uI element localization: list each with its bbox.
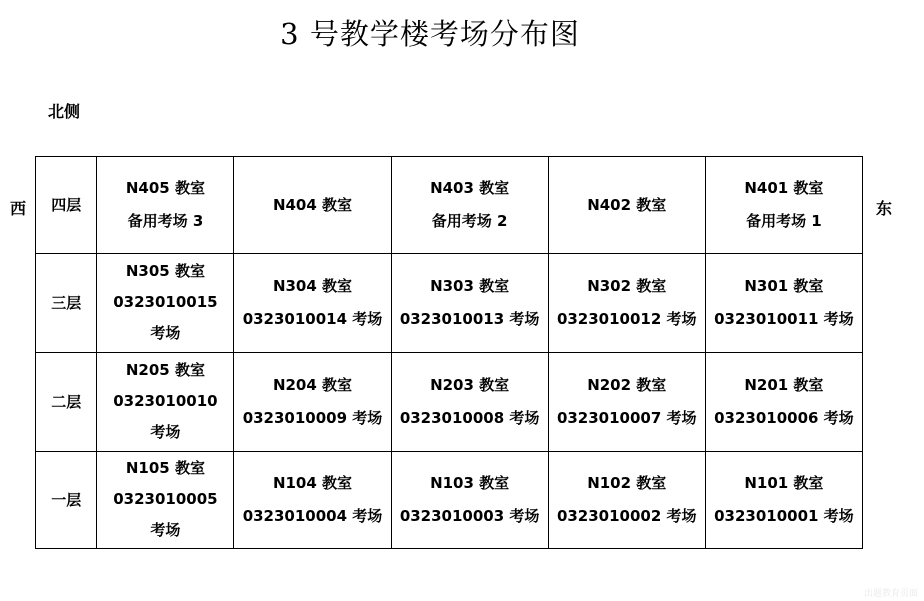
- room-cell: [391, 254, 548, 353]
- room-name: N302 教室: [587, 277, 667, 295]
- exam-site-label: 0323010014 考场: [242, 310, 383, 328]
- table-row: [36, 452, 863, 549]
- room-cell: [234, 254, 391, 353]
- room-cell: [234, 157, 391, 254]
- exam-site-label: 0323010013 考场: [399, 310, 540, 328]
- room-name: N303 教室: [430, 277, 510, 295]
- floor-label: 三层: [36, 254, 97, 353]
- room-cell-text: [105, 256, 225, 349]
- room-name: N203 教室: [430, 376, 510, 394]
- room-cell: [391, 157, 548, 254]
- table-row: [36, 157, 863, 254]
- exam-site-label: 0323010006 考场: [714, 409, 854, 427]
- room-name: N101 教室: [744, 474, 824, 492]
- room-cell: [705, 254, 862, 353]
- room-cell: [548, 157, 705, 254]
- table-row: [36, 254, 863, 353]
- exam-site-label: 0323010001 考场: [714, 507, 854, 525]
- room-cell: [705, 157, 862, 254]
- room-cell: [391, 452, 548, 549]
- floor-label: 一层: [36, 452, 97, 549]
- room-name: N103 教室: [430, 474, 510, 492]
- room-name: N304 教室: [272, 277, 353, 295]
- room-cell: [234, 452, 391, 549]
- east-direction-label: 东: [876, 199, 893, 218]
- exam-site-label: 0323010007 考场: [556, 409, 697, 427]
- exam-site-label: 0323010011 考场: [714, 310, 854, 328]
- west-direction-label: 西: [10, 199, 27, 218]
- room-cell: [97, 353, 234, 452]
- exam-site-label: 备用考场 2: [431, 212, 508, 230]
- exam-site-label: 0323010010 考场: [113, 392, 218, 441]
- exam-site-label: 0323010003 考场: [399, 507, 540, 525]
- room-name: N205 教室: [125, 361, 205, 379]
- room-cell-text: [105, 453, 225, 546]
- room-name: N305 教室: [125, 262, 205, 280]
- room-cell: [705, 452, 862, 549]
- exam-site-label: 0323010004 考场: [242, 507, 383, 525]
- room-cell: [97, 452, 234, 549]
- exam-site-label: 0323010008 考场: [399, 409, 540, 427]
- room-cell: [548, 254, 705, 353]
- room-name: N301 教室: [744, 277, 824, 295]
- exam-site-label: 0323010002 考场: [556, 507, 697, 525]
- room-cell-text: [105, 355, 225, 448]
- table-row: [36, 353, 863, 452]
- room-name: N204 教室: [272, 376, 353, 394]
- room-name: N201 教室: [744, 376, 824, 394]
- floor-label: 四层: [36, 157, 97, 254]
- room-cell: [548, 452, 705, 549]
- room-name: N102 教室: [587, 474, 667, 492]
- exam-site-label: 备用考场 1: [746, 212, 822, 230]
- room-name: N104 教室: [272, 474, 353, 492]
- watermark: 出题教育页面: [863, 589, 918, 599]
- room-cell: [234, 353, 391, 452]
- room-name: N405 教室: [125, 179, 205, 197]
- exam-site-label: 备用考场 3: [127, 212, 204, 230]
- exam-site-label: 0323010012 考场: [556, 310, 697, 328]
- floor-label: 二层: [36, 353, 97, 452]
- room-cell: [705, 353, 862, 452]
- exam-room-table: [35, 156, 863, 549]
- exam-site-label: 0323010015 考场: [113, 293, 218, 342]
- exam-site-label: 0323010009 考场: [242, 409, 383, 427]
- room-name: N404 教室: [272, 195, 353, 214]
- exam-site-label: 0323010005 考场: [113, 490, 218, 539]
- room-cell: [548, 353, 705, 452]
- page-title: 3 号教学楼考场分布图: [280, 17, 580, 51]
- room-name: N403 教室: [430, 179, 510, 197]
- room-cell: [97, 254, 234, 353]
- room-name: N402 教室: [587, 195, 667, 214]
- room-name: N401 教室: [744, 179, 824, 197]
- room-cell: [391, 353, 548, 452]
- room-cell: [97, 157, 234, 254]
- room-name: N202 教室: [587, 376, 667, 394]
- north-direction-label: 北侧: [48, 102, 81, 121]
- room-name: N105 教室: [125, 459, 205, 477]
